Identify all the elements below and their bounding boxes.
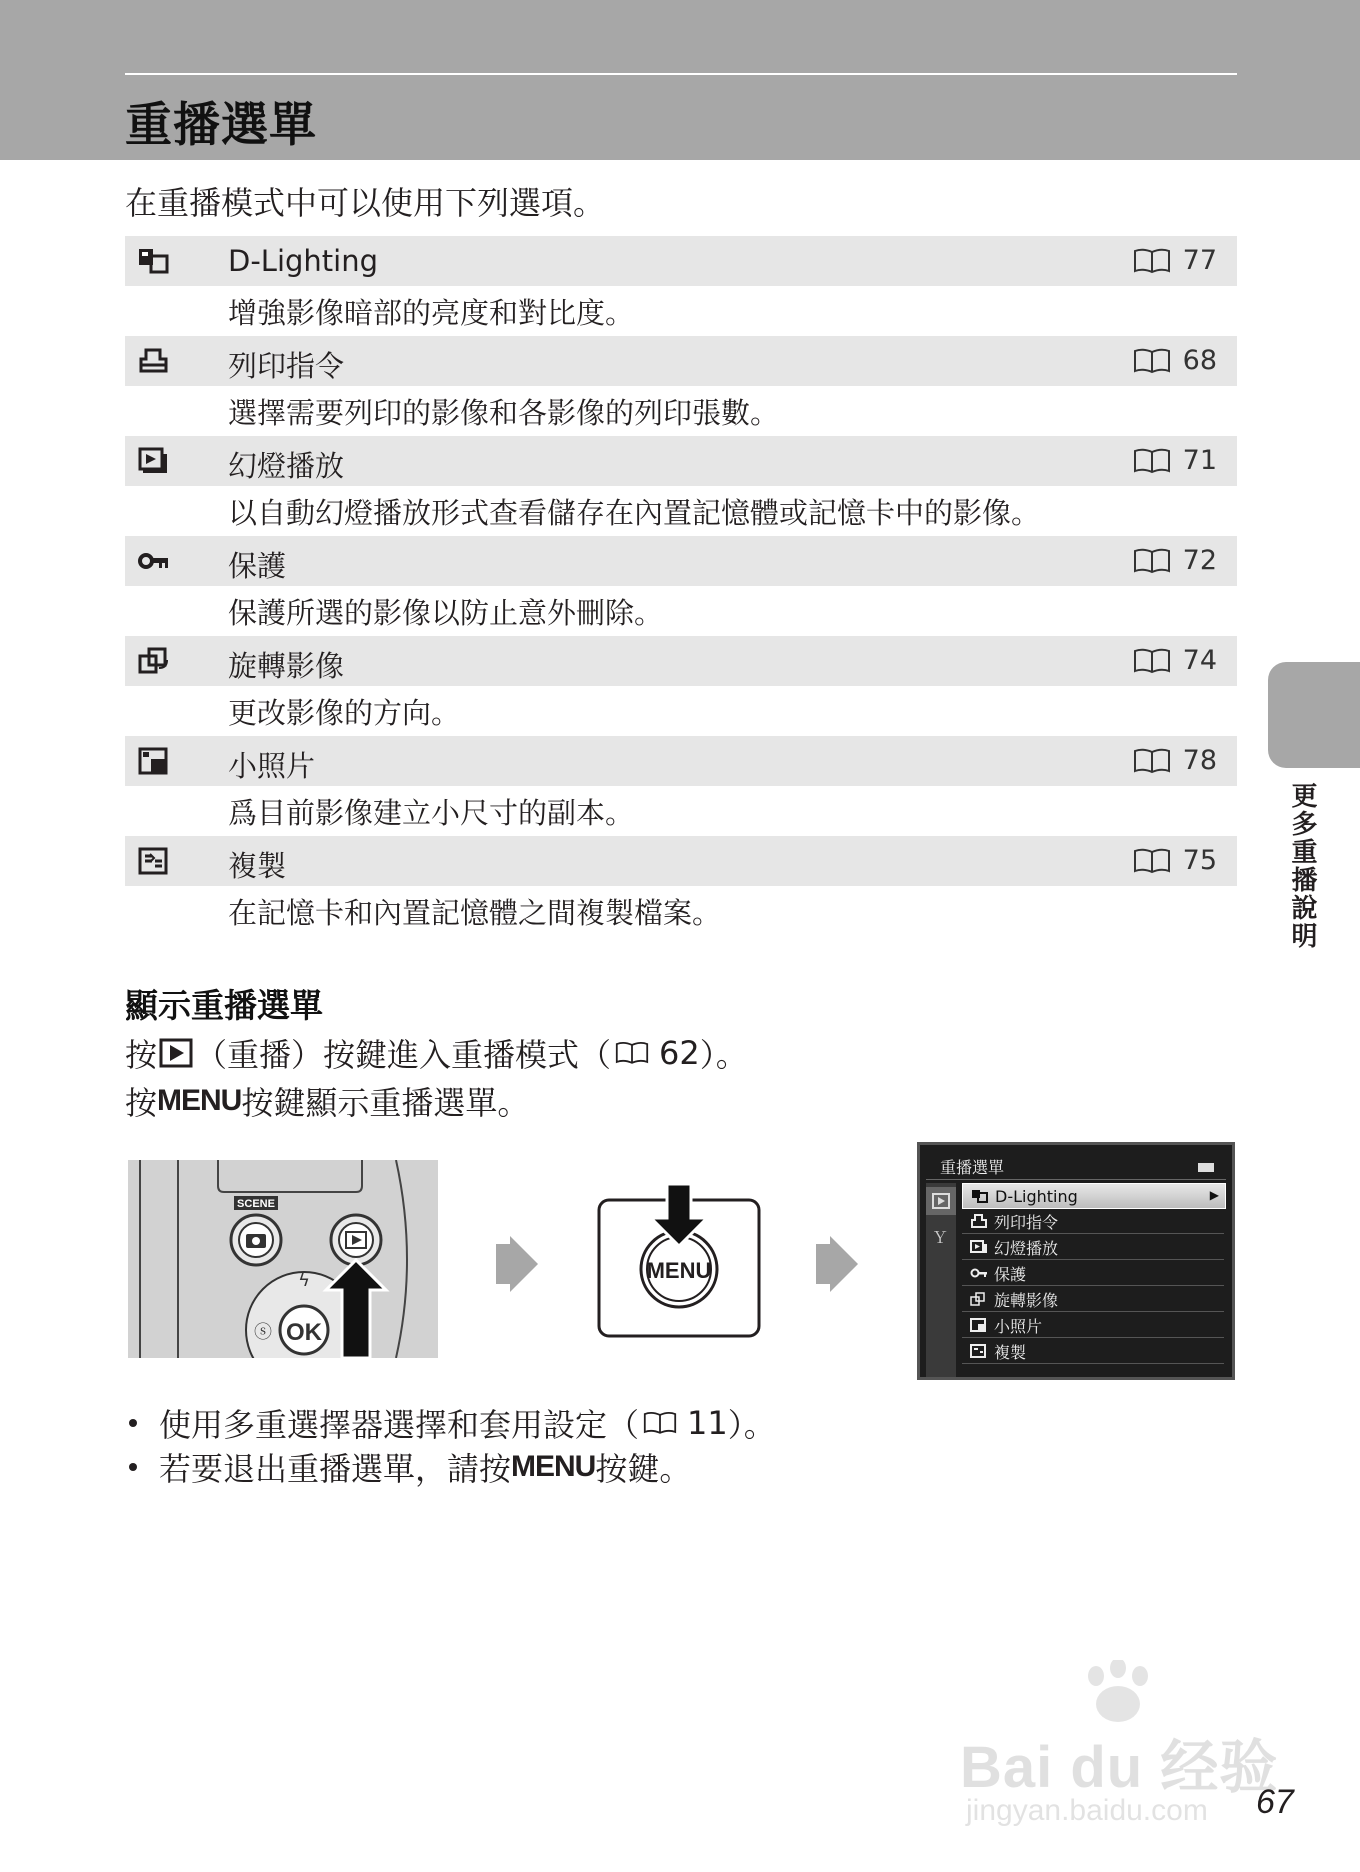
svg-text:ⓢ: ⓢ <box>254 1322 272 1343</box>
menu-item-description: 增強影像暗部的亮度和對比度。 <box>228 295 635 330</box>
book-icon <box>1133 848 1171 874</box>
baidu-watermark <box>960 1660 1280 1840</box>
section-title: 顯示重播選單 <box>125 986 323 1025</box>
bullet-1-text-a: 使用多重選擇器選擇和套用設定（ <box>159 1406 640 1444</box>
ok-label: OK <box>286 1319 322 1346</box>
copy-icon <box>137 846 171 876</box>
page-ref <box>1133 645 1217 676</box>
menu-item-description: 保護所選的影像以防止意外刪除。 <box>228 595 664 630</box>
screen-item-print-order[interactable] <box>962 1209 1224 1234</box>
step-2-text-b: 按鍵顯示重播選單。 <box>241 1084 530 1122</box>
menu-item-description: 更改影像的方向。 <box>228 695 461 730</box>
page-ref-number: 74 <box>1182 645 1217 676</box>
screen-item-label: D-Lighting <box>995 1186 1078 1206</box>
menu-item-description: 以自動幻燈播放形式查看儲存在內置記憶體或記憶卡中的影像。 <box>228 495 1041 530</box>
bullet-dot <box>129 1419 137 1427</box>
flow-arrow-icon <box>816 1236 858 1292</box>
screen-item-label: 幻燈播放 <box>994 1238 1059 1258</box>
menu-table <box>125 236 1237 936</box>
page-title: 重播選單 <box>125 98 317 153</box>
book-icon <box>1133 448 1171 474</box>
page-ref-number: 78 <box>1182 745 1217 776</box>
print-icon <box>970 1214 988 1228</box>
screen-title: 重播選單 <box>940 1158 1005 1177</box>
book-icon <box>1133 348 1171 374</box>
screen-item-label: 旋轉影像 <box>994 1290 1059 1310</box>
menu-item-label: 列印指令 <box>228 349 345 383</box>
key-icon <box>970 1266 988 1280</box>
menu-item-label: D-Lighting <box>228 244 379 278</box>
d-lighting-icon <box>137 246 171 276</box>
intro-text: 在重播模式中可以使用下列選項。 <box>125 184 606 222</box>
step-2 <box>125 1078 529 1124</box>
step-1-ref: 62 <box>659 1034 700 1072</box>
screen-item-label: 列印指令 <box>994 1212 1059 1232</box>
screen-item-label: 保護 <box>994 1264 1027 1284</box>
page-ref <box>1133 245 1217 276</box>
screen-item-small-picture[interactable] <box>962 1313 1224 1338</box>
print-icon <box>137 346 171 376</box>
screen-item-label: 複製 <box>994 1342 1027 1362</box>
menu-item-slide-show <box>125 436 1237 486</box>
book-icon <box>1133 248 1171 274</box>
scene-label: SCENE <box>237 1198 275 1210</box>
playback-button-icon <box>159 1038 193 1068</box>
page-ref-number: 77 <box>1182 245 1217 276</box>
page-ref-number: 72 <box>1182 545 1217 576</box>
side-tab <box>1268 662 1360 768</box>
menu-item-rotate-image <box>125 636 1237 686</box>
book-icon <box>1133 548 1171 574</box>
page-ref-number: 75 <box>1182 845 1217 876</box>
copy-icon <box>970 1344 988 1358</box>
menu-item-description: 選擇需要列印的影像和各影像的列印張數。 <box>228 395 780 430</box>
svg-text:ϟ: ϟ <box>298 1270 310 1291</box>
battery-icon <box>1198 1163 1214 1172</box>
side-chapter-label: 更多重播說明 <box>1287 782 1317 950</box>
step-1-text-c: ）。 <box>699 1036 748 1074</box>
menu-button-illustration <box>597 1184 761 1340</box>
menu-item-label: 幻燈播放 <box>228 449 345 483</box>
book-icon <box>643 1411 677 1435</box>
menu-item-small-picture <box>125 736 1237 786</box>
step-1-text-b: （重播）按鍵進入重播模式（ <box>195 1036 612 1074</box>
small-picture-icon <box>970 1318 988 1332</box>
slideshow-icon <box>970 1240 988 1254</box>
camera-back-illustration <box>128 1160 438 1358</box>
camera-screen <box>917 1142 1235 1380</box>
chevron-right-icon: ▶ <box>1209 1188 1219 1202</box>
slideshow-icon <box>137 446 171 476</box>
bullet-1-ref: 11 <box>687 1404 728 1442</box>
page-ref <box>1133 445 1217 476</box>
book-icon <box>615 1041 649 1065</box>
menu-item-print-order <box>125 336 1237 386</box>
menu-item-copy <box>125 836 1237 886</box>
header-rule <box>125 73 1237 75</box>
page-ref <box>1133 545 1217 576</box>
paw-logo-icon <box>1078 1660 1158 1724</box>
menu-item-protect <box>125 536 1237 586</box>
screen-item-slide-show[interactable] <box>962 1235 1224 1260</box>
page-ref <box>1133 845 1217 876</box>
screen-item-protect[interactable] <box>962 1261 1224 1286</box>
wrench-icon: Ｙ <box>932 1228 949 1247</box>
page-number: 67 <box>1256 1783 1294 1821</box>
watermark-url: jingyan.baidu.com <box>966 1794 1208 1827</box>
screen-item-rotate-image[interactable] <box>962 1287 1224 1312</box>
screen-item-copy[interactable] <box>962 1339 1224 1364</box>
small-picture-icon <box>137 746 171 776</box>
screen-item-d-lighting[interactable] <box>962 1183 1226 1209</box>
screen-item-label: 小照片 <box>994 1316 1043 1336</box>
page-ref-number: 68 <box>1182 345 1217 376</box>
page-ref <box>1133 745 1217 776</box>
menu-button-word: MENU <box>511 1450 596 1483</box>
menu-item-d-lighting <box>125 236 1237 286</box>
menu-item-description: 在記憶卡和內置記憶體之間複製檔案。 <box>228 895 722 930</box>
step-1-text-a: 按 <box>125 1036 158 1074</box>
book-icon <box>1133 748 1171 774</box>
book-icon <box>1133 648 1171 674</box>
page-ref <box>1133 345 1217 376</box>
watermark-text: Bai du 经验 <box>960 1735 1279 1800</box>
bullet-2 <box>125 1444 691 1490</box>
step-1 <box>125 1030 748 1076</box>
rotate-icon <box>970 1292 988 1306</box>
flow-arrow-icon <box>496 1236 538 1292</box>
menu-button-word: MENU <box>157 1084 242 1117</box>
step-2-text-a: 按 <box>125 1084 158 1122</box>
menu-item-label: 保護 <box>228 549 287 583</box>
key-icon <box>137 546 171 576</box>
bullet-dot <box>129 1463 137 1471</box>
menu-item-description: 爲目前影像建立小尺寸的副本。 <box>228 795 635 830</box>
menu-item-label: 複製 <box>228 849 287 883</box>
menu-item-label: 小照片 <box>228 749 316 783</box>
menu-button-label: MENU <box>646 1258 712 1283</box>
menu-item-label: 旋轉影像 <box>228 649 345 683</box>
bullet-2-text-b: 按鍵。 <box>595 1450 692 1488</box>
rotate-icon <box>137 646 171 676</box>
bullet-2-text-a: 若要退出重播選單，請按 <box>159 1450 512 1488</box>
playback-tab-icon <box>932 1193 950 1209</box>
bullet-1-text-b: ）。 <box>727 1406 776 1444</box>
bullet-1 <box>125 1400 776 1446</box>
d-lighting-icon <box>971 1189 989 1203</box>
page-ref-number: 71 <box>1182 445 1217 476</box>
